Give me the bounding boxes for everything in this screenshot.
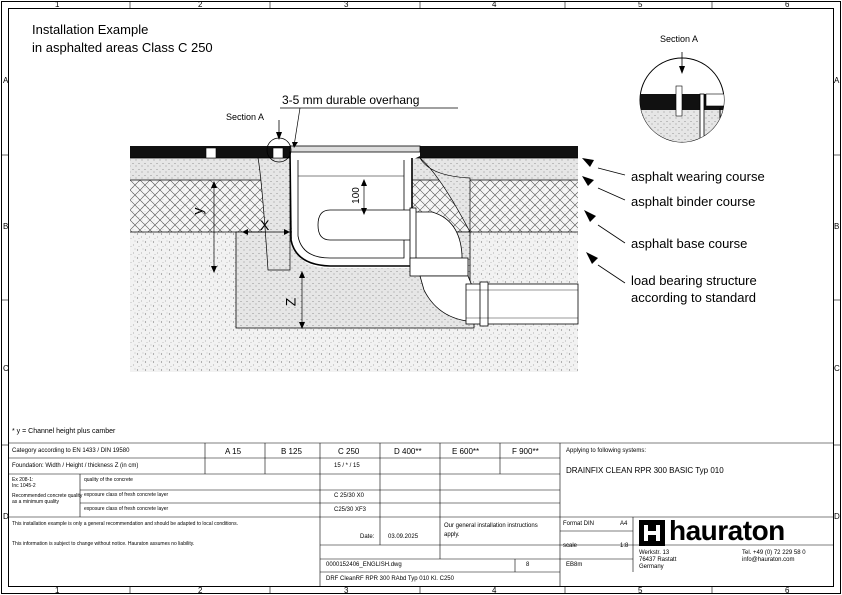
drainage-channel xyxy=(290,150,420,268)
quality-label: quality of the concrete xyxy=(84,477,133,483)
row-label-d: D xyxy=(3,512,9,521)
category-label: Category according to EN 1433 / DIN 19580 xyxy=(12,448,130,454)
page-code: EB8m xyxy=(566,562,583,568)
col-label-3: 3 xyxy=(344,0,349,9)
col-label-4-bottom: 4 xyxy=(492,586,497,595)
class-b125: B 125 xyxy=(281,447,302,456)
applying-label: Applying to following systems: xyxy=(566,448,647,454)
phone: Tel. +49 (0) 72 229 58 0 xyxy=(742,550,806,556)
layer-standard: according to standard xyxy=(631,290,757,305)
layer-base: asphalt base course xyxy=(631,236,748,251)
foundation-value: 15 / * / 15 xyxy=(334,463,360,469)
overhang-label: 3-5 mm durable overhang xyxy=(282,93,420,107)
layer-load-bearing: load bearing structure xyxy=(631,273,757,288)
dim-100: 100 xyxy=(350,187,362,204)
section-label-top: Section A xyxy=(660,34,699,44)
class-a15: A 15 xyxy=(225,447,242,456)
format-label: Format DIN xyxy=(563,521,595,527)
foundation-label: Foundation: Width / Height / thickness Z (in cm) xyxy=(12,463,139,469)
exposure-value-2: C25/30 XF3 xyxy=(334,507,367,513)
col-label-5: 5 xyxy=(638,0,643,9)
address-line-2: 76437 Rastatt xyxy=(639,557,677,563)
format-value: A4 xyxy=(620,521,628,527)
row-label-c: C xyxy=(3,364,9,373)
minimum-label: as a minimum quality xyxy=(12,499,59,505)
class-d400: D 400** xyxy=(394,447,422,456)
title-line-1: Installation Example xyxy=(32,22,149,37)
col-label-1-bottom: 1 xyxy=(55,586,60,595)
class-f900: F 900** xyxy=(512,447,539,456)
date-label: Date: xyxy=(360,534,375,540)
brand-name: hauraton xyxy=(669,515,785,546)
note-2: This information is subject to change without notice. Hauraton assumes no liability. xyxy=(12,541,195,547)
class-c250: C 250 xyxy=(338,447,360,456)
scale-value: 1:8 xyxy=(620,543,629,549)
col-label-2: 2 xyxy=(198,0,203,9)
dim-y: y xyxy=(189,207,206,215)
general-instructions: Our general installation instructions apply. xyxy=(444,523,538,538)
revision: 8 xyxy=(526,562,530,568)
col-label-3-bottom: 3 xyxy=(344,586,349,595)
layer-binder: asphalt binder course xyxy=(631,194,756,209)
col-label-4: 4 xyxy=(492,0,497,9)
row-label-d-right: D xyxy=(834,512,840,521)
section-label-mid: Section A xyxy=(226,112,265,122)
email: info@hauraton.com xyxy=(742,557,795,563)
row-label-b-right: B xyxy=(834,222,840,231)
col-label-6-bottom: 6 xyxy=(785,586,790,595)
dim-x: X xyxy=(260,217,270,233)
concrete-label-1: Ex 208-1: xyxy=(12,477,34,483)
address-line-3: Germany xyxy=(639,564,664,570)
col-label-6: 6 xyxy=(785,0,790,9)
grating xyxy=(290,146,420,152)
exposure-value-1: C 25/30 X0 xyxy=(334,493,365,499)
outlet-pipe xyxy=(318,210,412,240)
concrete-label-2: Inc 1045-2 xyxy=(12,483,36,489)
col-label-5-bottom: 5 xyxy=(638,586,643,595)
recommended-label: Recommended concrete quality xyxy=(12,493,83,499)
dim-z: Z xyxy=(282,297,299,307)
title-line-2: in asphalted areas Class C 250 xyxy=(32,40,213,55)
col-label-2-bottom: 2 xyxy=(198,586,203,595)
col-label-1: 1 xyxy=(55,0,60,9)
row-label-c-right: C xyxy=(834,364,840,373)
layer-wearing: asphalt wearing course xyxy=(631,169,765,184)
note-1: This installation example is only a general recommendation and should be adapted to local conditions. xyxy=(12,521,238,527)
date-value: 03.09.2025 xyxy=(388,534,419,540)
system-name: DRAINFIX CLEAN RPR 300 BASIC Typ 010 xyxy=(566,466,724,475)
class-e600: E 600** xyxy=(452,447,480,456)
row-label-a: A xyxy=(3,76,9,85)
address-line-1: Werkstr. 13 xyxy=(639,550,670,556)
row-label-a-right: A xyxy=(834,76,840,85)
drawing-number: 0000152406_ENGLISH.dwg xyxy=(326,562,402,568)
scale-label: scale xyxy=(563,543,578,549)
exposure-label-1: exposure class of fresh concrete layer xyxy=(84,492,169,498)
drawing-title: DRF CleanRF RPR 300 RAbd Typ 010 Kl. C250 xyxy=(326,576,454,582)
exposure-label-2: exposure class of fresh concrete layer xyxy=(84,506,169,512)
footnote: * y = Channel height plus camber xyxy=(12,428,116,435)
layer-arrows xyxy=(598,168,625,283)
row-label-b: B xyxy=(3,222,9,231)
